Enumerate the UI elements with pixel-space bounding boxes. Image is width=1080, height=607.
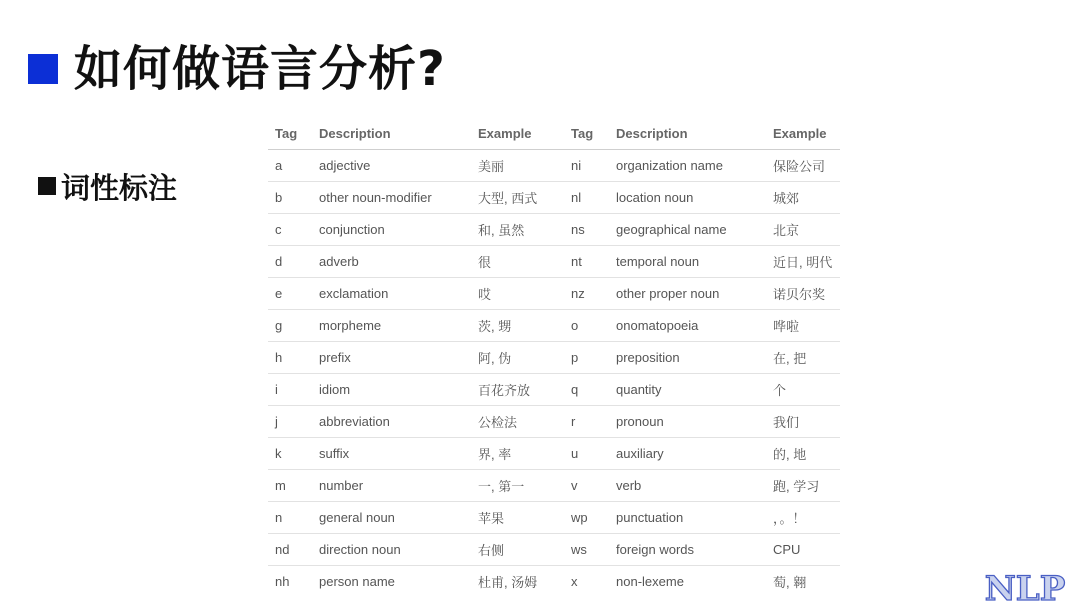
header-description-2: Description: [609, 118, 766, 150]
cell-description-2: geographical name: [609, 214, 766, 246]
cell-description-2: organization name: [609, 150, 766, 182]
cell-description: morpheme: [312, 310, 471, 342]
cell-description: direction noun: [312, 534, 471, 566]
table-row: [268, 534, 840, 566]
cell-tag-2: ws: [564, 534, 609, 566]
cell-tag-2: u: [564, 438, 609, 470]
cell-description-2: onomatopoeia: [609, 310, 766, 342]
cell-tag: a: [268, 150, 312, 182]
cell-description-2: preposition: [609, 342, 766, 374]
cell-example-2: 北京: [766, 214, 840, 246]
cell-example: 和, 虽然: [471, 214, 564, 246]
header-tag-2: Tag: [564, 118, 609, 150]
table-row: [268, 566, 840, 598]
cell-description-2: temporal noun: [609, 246, 766, 278]
cell-tag: nd: [268, 534, 312, 566]
table-row: [268, 502, 840, 534]
nlp-logo-text: NLP: [984, 569, 1066, 605]
cell-example: 大型, 西式: [471, 182, 564, 214]
header-tag: Tag: [268, 118, 312, 150]
cell-tag: h: [268, 342, 312, 374]
table-row: [268, 438, 840, 470]
cell-description-2: foreign words: [609, 534, 766, 566]
cell-tag-2: nl: [564, 182, 609, 214]
table-body: [268, 150, 840, 598]
cell-tag: m: [268, 470, 312, 502]
cell-example: 阿, 伪: [471, 342, 564, 374]
nlp-logo: [976, 569, 1074, 605]
table-header-row: [268, 118, 840, 150]
cell-tag-2: ni: [564, 150, 609, 182]
header-example: Example: [471, 118, 564, 150]
table-row: [268, 182, 840, 214]
cell-example-2: 在, 把: [766, 342, 840, 374]
cell-description: person name: [319, 574, 395, 589]
cell-tag-2: o: [564, 310, 609, 342]
table-row: [268, 406, 840, 438]
subtitle-text: 词性标注: [61, 171, 178, 205]
cell-tag: e: [268, 278, 312, 310]
cell-example: 茨, 甥: [471, 310, 564, 342]
cell-example-2: 萄, 翱: [773, 575, 807, 590]
cell-description-2: location noun: [609, 182, 766, 214]
cell-tag: i: [268, 374, 312, 406]
cell-description-2: auxiliary: [609, 438, 766, 470]
subtitle-block: [38, 168, 177, 208]
cell-tag-2: v: [564, 470, 609, 502]
cell-example: 杜甫, 汤姆: [478, 575, 538, 590]
cell-example: 美丽: [471, 150, 564, 182]
cell-description-2: other proper noun: [609, 278, 766, 310]
table-row: [268, 342, 840, 374]
cell-description-2: punctuation: [609, 502, 766, 534]
cell-description: exclamation: [312, 278, 471, 310]
cell-tag: nh: [275, 574, 290, 589]
cell-example: 苹果: [471, 502, 564, 534]
cell-example-2: 跑, 学习: [766, 470, 840, 502]
cell-example: 右侧: [471, 534, 564, 566]
cell-description-2: pronoun: [609, 406, 766, 438]
cell-example: 界, 率: [471, 438, 564, 470]
pos-tag-table: [268, 118, 840, 597]
cell-description: other noun-modifier: [312, 182, 471, 214]
cell-example-2: CPU: [766, 534, 840, 566]
cell-example: 一, 第一: [471, 470, 564, 502]
cell-description: adverb: [312, 246, 471, 278]
cell-example: 很: [471, 246, 564, 278]
slide-title: 如何做语言分析?: [74, 41, 446, 97]
table-row: [268, 278, 840, 310]
cell-example: 百花齐放: [471, 374, 564, 406]
cell-description-2: verb: [609, 470, 766, 502]
cell-tag-2: wp: [564, 502, 609, 534]
cell-example: 公检法: [471, 406, 564, 438]
table-row: [268, 150, 840, 182]
table-row: [268, 470, 840, 502]
cell-example-2: 诺贝尔奖: [766, 278, 840, 310]
cell-example-2: 保险公司: [766, 150, 840, 182]
cell-description-2: non-lexeme: [616, 574, 684, 589]
cell-tag: k: [268, 438, 312, 470]
cell-tag-2: p: [564, 342, 609, 374]
cell-description: prefix: [312, 342, 471, 374]
header-example-2: Example: [766, 118, 840, 150]
cell-tag-2: x: [571, 574, 578, 589]
cell-description: abbreviation: [312, 406, 471, 438]
cell-tag: j: [268, 406, 312, 438]
cell-example-2: 城郊: [766, 182, 840, 214]
cell-tag: c: [268, 214, 312, 246]
cell-description: suffix: [312, 438, 471, 470]
cell-tag: n: [268, 502, 312, 534]
cell-description: general noun: [312, 502, 471, 534]
cell-example-2: ，。！: [766, 502, 840, 534]
cell-tag-2: nz: [564, 278, 609, 310]
cell-example-2: 近日, 明代: [766, 246, 840, 278]
cell-example-2: 我们: [766, 406, 840, 438]
cell-description-2: quantity: [609, 374, 766, 406]
title-bullet-square: [28, 54, 58, 84]
cell-description: adjective: [312, 150, 471, 182]
cell-example-2: 个: [766, 374, 840, 406]
cell-tag-2: nt: [564, 246, 609, 278]
table-row: [268, 214, 840, 246]
cell-description: number: [312, 470, 471, 502]
table-row: [268, 246, 840, 278]
cell-tag: b: [268, 182, 312, 214]
cell-tag: g: [268, 310, 312, 342]
table-row: [268, 374, 840, 406]
header-description: Description: [312, 118, 471, 150]
subtitle-bullet-square: [38, 177, 56, 195]
cell-example-2: 哗啦: [766, 310, 840, 342]
cell-tag-2: ns: [564, 214, 609, 246]
cell-tag-2: r: [564, 406, 609, 438]
cell-example-2: 的, 地: [766, 438, 840, 470]
cell-tag: d: [268, 246, 312, 278]
cell-tag-2: q: [564, 374, 609, 406]
cell-example: 哎: [471, 278, 564, 310]
cell-description: conjunction: [312, 214, 471, 246]
cell-description: idiom: [312, 374, 471, 406]
table-row: [268, 310, 840, 342]
